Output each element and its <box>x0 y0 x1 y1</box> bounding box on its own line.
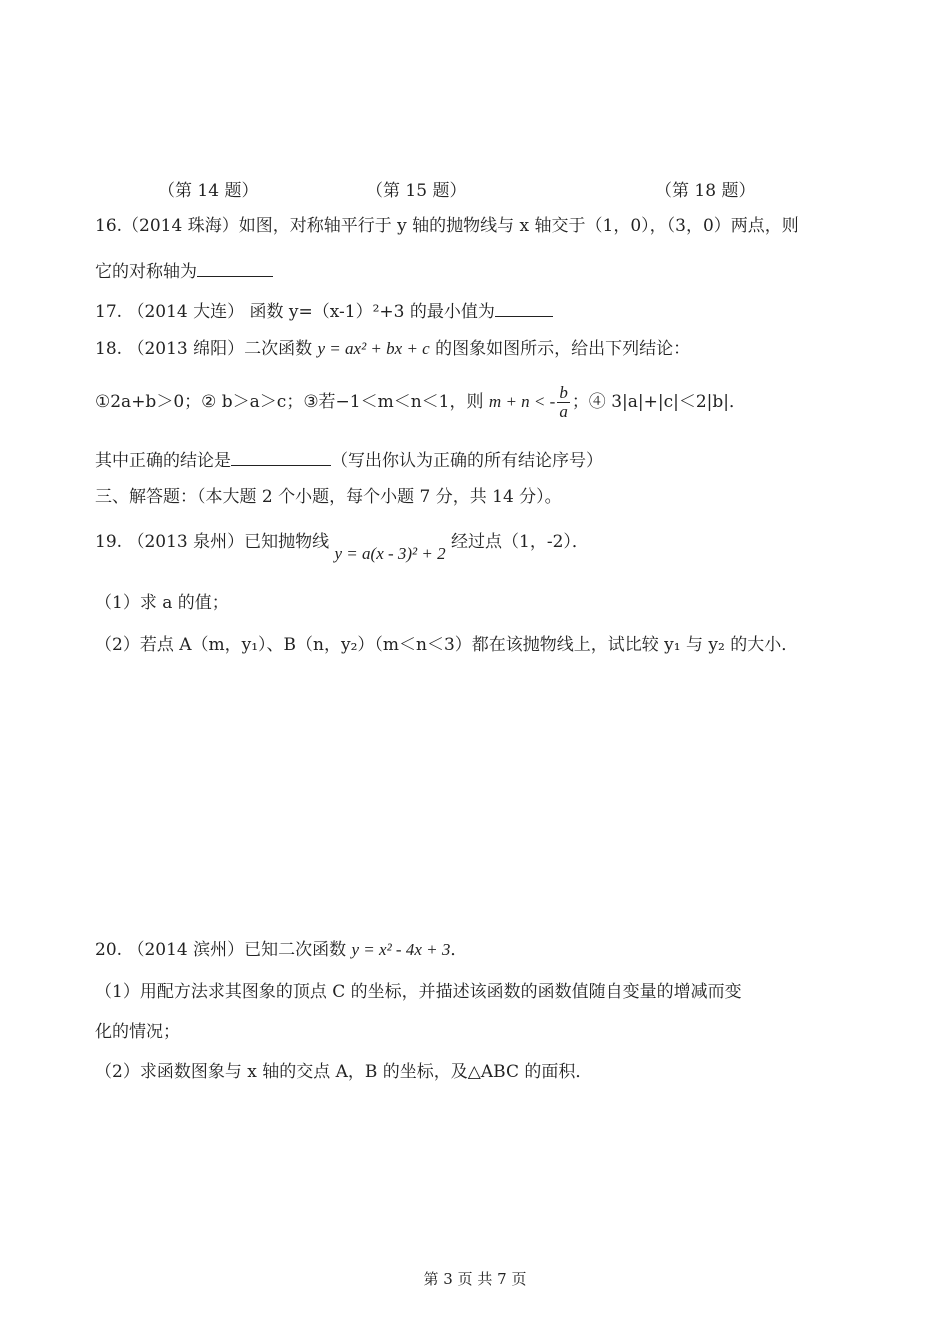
q16-answer-blank[interactable] <box>197 258 273 277</box>
q17-text: 17. （2014 大连） 函数 y=（x-1）²+3 的最小值为 <box>95 302 495 322</box>
q18-fraction-numerator: b <box>559 383 568 402</box>
q17-line <box>95 298 553 324</box>
q19-prefix: 19. （2013 泉州）已知抛物线 <box>95 532 330 552</box>
q20-part2: （2）求函数图象与 x 轴的交点 A，B 的坐标，及△ABC 的面积． <box>95 1062 593 1082</box>
q20-line <box>95 938 467 962</box>
q18-conclusions-b: ；④ 3|a|+|c|＜2|b|． <box>571 392 746 412</box>
q18-answer-prefix: 其中正确的结论是 <box>95 451 231 471</box>
q18-conclusions-a: ①2a+b＞0；② b＞a＞c；③若−1＜m＜n＜1，则 <box>95 392 484 412</box>
section3-heading: 三、解答题：（本大题 2 个小题，每个小题 7 分，共 14 分）。 <box>95 487 562 507</box>
q20-part1-line2: 化的情况； <box>95 1022 180 1042</box>
q19-line <box>95 525 589 563</box>
q18-fraction <box>557 384 570 421</box>
q16-line1: 16.（2014 珠海）如图，对称轴平行于 y 轴的抛物线与 x 轴交于（1，0），（3，0）两点，则 <box>95 216 799 236</box>
q20-part1-line1: （1）用配方法求其图象的顶点 C 的坐标，并描述该函数的函数值随自变量的增减而变 <box>95 982 742 1002</box>
q20-suffix: ． <box>450 940 468 960</box>
q18-answer-line <box>95 447 603 473</box>
q19-part1: （1）求 a 的值； <box>95 593 229 613</box>
q18-fraction-denominator: a <box>559 402 568 421</box>
caption-q18: （第 18 题） <box>655 181 756 201</box>
figure-captions <box>0 176 950 200</box>
q18-answer-suffix: （写出你认为正确的所有结论序号） <box>331 451 603 471</box>
q18-formula: y = ax² + bx + c <box>317 339 430 358</box>
q18-suffix: 的图象如图所示，给出下列结论： <box>435 339 691 359</box>
q16-line2 <box>95 258 273 284</box>
q19-suffix: 经过点（1，-2）． <box>451 532 589 552</box>
q18-inequality: m + n < - <box>488 392 556 411</box>
q18-conclusions <box>95 382 746 422</box>
q18-answer-blank[interactable] <box>231 447 331 466</box>
q20-prefix: 20. （2014 滨州）已知二次函数 <box>95 940 347 960</box>
q18-prefix: 18. （2013 绵阳）二次函数 <box>95 339 313 359</box>
q17-answer-blank[interactable] <box>495 298 553 317</box>
q20-formula: y = x² - 4x + 3 <box>351 940 451 959</box>
caption-q15: （第 15 题） <box>366 181 467 201</box>
q19-formula: y = a(x - 3)² + 2 <box>334 544 446 563</box>
q18-line1 <box>95 337 690 361</box>
q19-part2: （2）若点 A（m，y₁）、B（n，y₂）（m＜n＜3）都在该抛物线上，试比较 y₁ 与 y₂ 的大小． <box>95 635 799 655</box>
caption-q14: （第 14 题） <box>158 181 259 201</box>
q16-line2-text: 它的对称轴为 <box>95 262 197 282</box>
page-number-footer: 第 3 页 共 7 页 <box>423 1270 527 1288</box>
